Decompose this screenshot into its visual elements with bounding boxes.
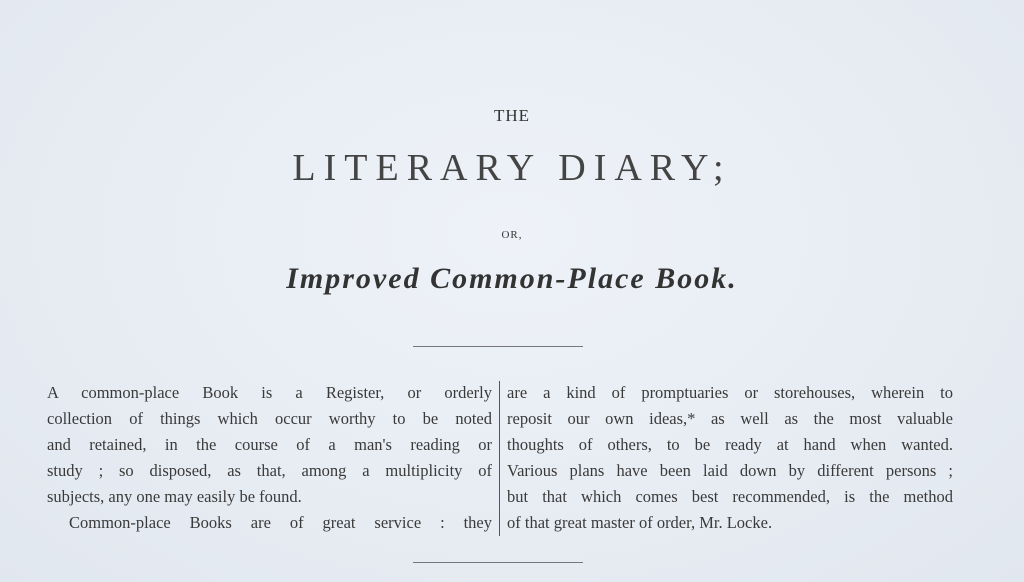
text-line: but that which comes best recommended, is the method xyxy=(507,487,953,506)
text-line: subjects, any one may easily be found. xyxy=(47,487,302,506)
divider-rule-bottom xyxy=(413,562,583,563)
text-line: study ; so disposed, as that, among a multiplicity of xyxy=(47,461,492,480)
text-line: A common-place Book is a Register, or orderly xyxy=(47,383,492,402)
right-text-column xyxy=(507,380,953,536)
title-article: THE xyxy=(493,106,531,125)
column-divider xyxy=(499,381,500,536)
left-text-column xyxy=(47,380,492,536)
divider-rule-top xyxy=(413,346,583,347)
text-line: Various plans have been laid down by different persons ; xyxy=(507,461,953,480)
text-line: of that great master of order, Mr. Locke. xyxy=(507,513,773,532)
title-conjunction: OR, xyxy=(501,229,523,241)
text-line: Common-place Books are of great service : they xyxy=(69,513,492,532)
page-subtitle: Improved Common-Place Book. xyxy=(286,262,738,295)
text-line: reposit our own ideas,* as well as the most valuable xyxy=(507,409,953,428)
page-title: LITERARY DIARY; xyxy=(292,147,732,189)
text-line: and retained, in the course of a man's reading or xyxy=(47,435,492,454)
text-line: thoughts of others, to be ready at hand when wanted. xyxy=(507,435,953,454)
text-line: collection of things which occur worthy to be noted xyxy=(47,409,492,428)
text-line: are a kind of promptuaries or storehouses, wherein to xyxy=(507,383,953,402)
